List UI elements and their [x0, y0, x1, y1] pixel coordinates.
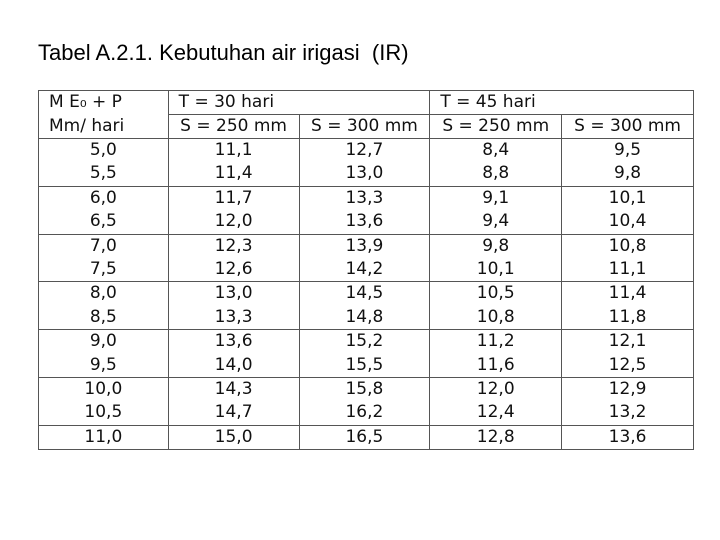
cell-ir-t30-s300: 16,5 — [299, 425, 430, 449]
cell-ir-t30-s300: 16,2 — [299, 401, 430, 425]
cell-evaporation: 6,0 — [39, 186, 169, 210]
cell-ir-t30-s250: 13,0 — [168, 282, 299, 306]
cell-ir-t30-s300: 13,6 — [299, 210, 430, 234]
cell-ir-t30-s300: 13,0 — [299, 162, 430, 186]
table-row — [39, 354, 694, 378]
cell-ir-t45-s300: 12,9 — [562, 378, 694, 402]
table-row — [39, 234, 694, 258]
header-s-300-45: S = 300 mm — [562, 115, 694, 139]
row-group — [39, 186, 694, 234]
cell-ir-t45-s250: 10,1 — [430, 258, 562, 282]
table-row — [39, 162, 694, 186]
cell-ir-t30-s250: 11,7 — [168, 186, 299, 210]
cell-ir-t45-s250: 11,6 — [430, 354, 562, 378]
cell-evaporation: 11,0 — [39, 425, 169, 449]
cell-ir-t45-s300: 10,8 — [562, 234, 694, 258]
header-group-30-days: T = 30 hari — [168, 91, 430, 115]
header-row-1 — [39, 91, 694, 115]
cell-ir-t30-s250: 13,3 — [168, 306, 299, 330]
cell-ir-t30-s300: 15,2 — [299, 330, 430, 354]
header-s-250-45: S = 250 mm — [430, 115, 562, 139]
cell-ir-t45-s250: 11,2 — [430, 330, 562, 354]
irrigation-requirement-table — [38, 90, 694, 450]
cell-ir-t30-s300: 14,2 — [299, 258, 430, 282]
cell-evaporation: 6,5 — [39, 210, 169, 234]
row-group — [39, 139, 694, 187]
cell-ir-t30-s250: 12,6 — [168, 258, 299, 282]
header-group-45-days: T = 45 hari — [430, 91, 694, 115]
table-row — [39, 425, 694, 449]
cell-ir-t30-s300: 13,9 — [299, 234, 430, 258]
row-group — [39, 330, 694, 378]
cell-ir-t45-s250: 9,8 — [430, 234, 562, 258]
cell-ir-t45-s300: 11,8 — [562, 306, 694, 330]
cell-evaporation: 9,0 — [39, 330, 169, 354]
cell-ir-t45-s300: 9,5 — [562, 139, 694, 163]
cell-evaporation: 5,0 — [39, 139, 169, 163]
cell-ir-t45-s250: 8,4 — [430, 139, 562, 163]
row-group — [39, 425, 694, 449]
table-row — [39, 330, 694, 354]
cell-ir-t45-s300: 11,4 — [562, 282, 694, 306]
table-row — [39, 378, 694, 402]
table-row — [39, 282, 694, 306]
cell-evaporation: 10,5 — [39, 401, 169, 425]
cell-ir-t45-s300: 12,5 — [562, 354, 694, 378]
cell-ir-t45-s300: 13,6 — [562, 425, 694, 449]
cell-ir-t30-s300: 12,7 — [299, 139, 430, 163]
cell-evaporation: 10,0 — [39, 378, 169, 402]
cell-ir-t30-s250: 14,0 — [168, 354, 299, 378]
table-row — [39, 210, 694, 234]
cell-ir-t45-s250: 9,4 — [430, 210, 562, 234]
cell-ir-t30-s300: 13,3 — [299, 186, 430, 210]
table-row — [39, 258, 694, 282]
cell-ir-t30-s250: 11,1 — [168, 139, 299, 163]
cell-ir-t45-s300: 13,2 — [562, 401, 694, 425]
cell-evaporation: 8,5 — [39, 306, 169, 330]
header-s-250-30: S = 250 mm — [168, 115, 299, 139]
cell-ir-t30-s250: 13,6 — [168, 330, 299, 354]
table-row — [39, 306, 694, 330]
cell-ir-t30-s250: 12,3 — [168, 234, 299, 258]
table-row — [39, 186, 694, 210]
cell-ir-t45-s250: 12,8 — [430, 425, 562, 449]
page-title: Tabel A.2.1. Kebutuhan air irigasi (IR) — [38, 40, 409, 65]
header-evaporation-label: M E₀ + P — [39, 91, 169, 115]
cell-evaporation: 7,0 — [39, 234, 169, 258]
cell-evaporation: 8,0 — [39, 282, 169, 306]
cell-ir-t30-s250: 14,3 — [168, 378, 299, 402]
cell-ir-t45-s250: 10,5 — [430, 282, 562, 306]
cell-evaporation: 5,5 — [39, 162, 169, 186]
table-row — [39, 139, 694, 163]
cell-ir-t45-s300: 11,1 — [562, 258, 694, 282]
cell-ir-t30-s300: 15,5 — [299, 354, 430, 378]
cell-ir-t45-s250: 12,0 — [430, 378, 562, 402]
cell-evaporation: 7,5 — [39, 258, 169, 282]
table-row — [39, 401, 694, 425]
row-group — [39, 234, 694, 282]
cell-ir-t30-s250: 15,0 — [168, 425, 299, 449]
cell-ir-t45-s300: 12,1 — [562, 330, 694, 354]
cell-ir-t45-s300: 9,8 — [562, 162, 694, 186]
cell-ir-t30-s300: 15,8 — [299, 378, 430, 402]
cell-ir-t30-s250: 11,4 — [168, 162, 299, 186]
header-unit-label: Mm/ hari — [39, 115, 169, 139]
cell-ir-t30-s300: 14,8 — [299, 306, 430, 330]
cell-ir-t45-s250: 10,8 — [430, 306, 562, 330]
cell-ir-t45-s250: 8,8 — [430, 162, 562, 186]
cell-ir-t30-s300: 14,5 — [299, 282, 430, 306]
cell-ir-t45-s300: 10,4 — [562, 210, 694, 234]
header-row-2 — [39, 115, 694, 139]
header-s-300-30: S = 300 mm — [299, 115, 430, 139]
cell-ir-t30-s250: 14,7 — [168, 401, 299, 425]
row-group — [39, 378, 694, 426]
cell-evaporation: 9,5 — [39, 354, 169, 378]
cell-ir-t45-s250: 12,4 — [430, 401, 562, 425]
cell-ir-t45-s300: 10,1 — [562, 186, 694, 210]
cell-ir-t45-s250: 9,1 — [430, 186, 562, 210]
row-group — [39, 282, 694, 330]
cell-ir-t30-s250: 12,0 — [168, 210, 299, 234]
